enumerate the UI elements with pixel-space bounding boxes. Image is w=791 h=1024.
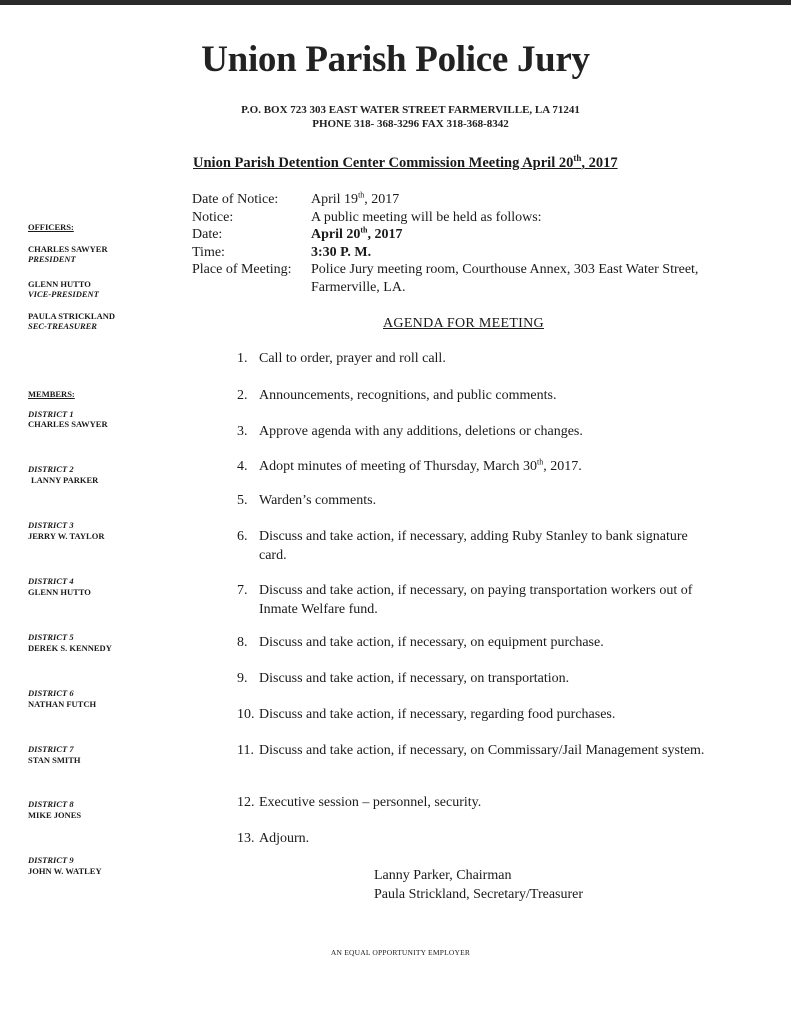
member-name: GLENN HUTTO	[28, 587, 91, 597]
agenda-item-text-tail: , 2017.	[543, 459, 582, 474]
officer-title: VICE-PRESIDENT	[28, 289, 99, 299]
agenda-item-text: Discuss and take action, if necessary, adding Ruby Stanley to bank signature card.	[259, 529, 688, 563]
place-value: Police Jury meeting room, Courthouse Annex, 303 East Water Street, Farmerville, LA.	[311, 262, 699, 295]
meeting-heading	[193, 155, 618, 172]
member-district: DISTRICT 9	[28, 855, 74, 865]
agenda-item-number: 2.	[237, 388, 248, 403]
notice-row-notice	[192, 209, 706, 227]
member-name: LANNY PARKER	[31, 475, 99, 485]
member-district: DISTRICT 6	[28, 688, 74, 698]
letterhead-phone: PHONE 318- 368-3296 FAX 318-368-8342	[312, 118, 509, 130]
member-name: NATHAN FUTCH	[28, 699, 97, 709]
officer-title: PRESIDENT	[28, 254, 76, 264]
agenda-item-number: 1.	[237, 351, 248, 366]
agenda-item	[237, 793, 717, 812]
notice-row-date-of-notice	[192, 191, 706, 209]
place-label: Place of Meeting:	[192, 262, 292, 277]
agenda-item	[237, 705, 717, 724]
member-district: DISTRICT 5	[28, 632, 74, 642]
agenda-item	[237, 829, 717, 848]
member-name: JERRY W. TAYLOR	[28, 531, 105, 541]
officer-name: PAULA STRICKLAND	[28, 311, 115, 321]
agenda-item-text-sup: th	[537, 457, 544, 467]
agenda-item-text: Adjourn.	[259, 831, 310, 846]
agenda-item-text: Approve agenda with any additions, deletions or changes.	[259, 424, 583, 439]
notice-row-time	[192, 244, 706, 262]
letterhead-title: Union Parish Police Jury	[201, 39, 590, 80]
notice-row-date	[192, 226, 706, 244]
date-of-notice-sup: th	[358, 190, 365, 200]
member-name: MIKE JONES	[28, 810, 82, 820]
member-district: DISTRICT 3	[28, 520, 74, 530]
letterhead-address: P.O. BOX 723 303 EAST WATER STREET FARMERVILLE, LA 71241	[241, 104, 580, 116]
agenda-item	[237, 741, 717, 760]
agenda-item-number: 9.	[237, 671, 248, 686]
member-district: DISTRICT 4	[28, 576, 74, 586]
agenda-item-text: Call to order, prayer and roll call.	[259, 351, 446, 366]
agenda-item-number: 11.	[237, 743, 254, 758]
date-of-notice-label: Date of Notice:	[192, 192, 279, 207]
agenda-item-number: 4.	[237, 459, 248, 474]
member-district: DISTRICT 1	[28, 409, 74, 419]
agenda-item	[237, 386, 717, 405]
agenda-item-text: Discuss and take action, if necessary, on transportation.	[259, 671, 570, 686]
time-value: 3:30 P. M.	[311, 244, 372, 260]
date-label: Date:	[192, 227, 223, 242]
meeting-heading-year: , 2017	[581, 155, 618, 171]
date-day: April 20	[311, 227, 361, 242]
member-name: DEREK S. KENNEDY	[28, 643, 112, 653]
date-value	[311, 226, 706, 244]
agenda-item	[237, 633, 717, 652]
notice-label: Notice:	[192, 209, 234, 225]
footer-eoe: AN EQUAL OPPORTUNITY EMPLOYER	[330, 948, 471, 957]
signature-block	[374, 866, 583, 904]
date-of-notice-year: , 2017	[364, 192, 400, 207]
meeting-heading-sup: th	[573, 153, 582, 164]
member-district: DISTRICT 7	[28, 744, 74, 754]
officer-title: SEC-TREASURER	[28, 321, 97, 331]
agenda-item-text: Executive session – personnel, security.	[259, 795, 482, 810]
time-label: Time:	[192, 244, 225, 260]
member-name: STAN SMITH	[28, 755, 81, 765]
agenda-item-text: Discuss and take action, if necessary, on Commissary/Jail Management system.	[259, 743, 705, 758]
agenda-item-text: Discuss and take action, if necessary, on paying transportation workers out of Inmate Welfare fund.	[259, 583, 693, 617]
agenda-item-text-main: Adopt minutes of meeting of Thursday, March 30	[259, 459, 538, 474]
notice-value: A public meeting will be held as follows:	[311, 209, 542, 225]
signature-secretary: Paula Strickland, Secretary/Treasurer	[374, 887, 584, 902]
agenda-item	[237, 669, 717, 688]
agenda-item	[237, 349, 717, 368]
agenda-item-number: 12.	[237, 795, 255, 810]
scan-top-edge	[0, 0, 791, 5]
agenda-item	[237, 491, 717, 510]
agenda-item-number: 10.	[237, 707, 255, 722]
date-year: , 2017	[367, 227, 403, 242]
date-of-notice-day: April 19	[311, 192, 359, 207]
agenda-item-text: Announcements, recognitions, and public comments.	[259, 388, 557, 403]
agenda-item-text: Discuss and take action, if necessary, regarding food purchases.	[259, 707, 616, 722]
agenda-item-text: Discuss and take action, if necessary, on equipment purchase.	[259, 635, 604, 650]
agenda-item	[237, 581, 717, 619]
member-name: JOHN W. WATLEY	[28, 866, 102, 876]
notice-block	[192, 191, 706, 296]
officer-name: CHARLES SAWYER	[28, 244, 108, 254]
agenda-item-number: 13.	[237, 831, 255, 846]
agenda-item-text: Warden’s comments.	[259, 493, 377, 508]
date-sup: th	[360, 225, 368, 235]
agenda-item-number: 5.	[237, 493, 248, 508]
member-name: CHARLES SAWYER	[28, 419, 108, 429]
officers-heading: OFFICERS:	[28, 222, 74, 232]
members-heading: MEMBERS:	[28, 389, 75, 399]
meeting-heading-text: Union Parish Detention Center Commission Meeting April 20	[193, 155, 574, 171]
notice-row-place	[192, 261, 706, 296]
officer-name: GLENN HUTTO	[28, 279, 91, 289]
agenda-item-number: 8.	[237, 635, 248, 650]
agenda-item	[237, 422, 717, 441]
signature-chairman: Lanny Parker, Chairman	[374, 868, 512, 883]
member-district: DISTRICT 2	[28, 464, 74, 474]
date-of-notice-value	[311, 191, 706, 209]
agenda-item	[237, 457, 717, 476]
agenda-item-text	[259, 457, 717, 476]
agenda-item-number: 7.	[237, 583, 248, 598]
agenda-item	[237, 527, 717, 565]
agenda-item-number: 6.	[237, 529, 248, 544]
member-district: DISTRICT 8	[28, 799, 74, 809]
agenda-title: AGENDA FOR MEETING	[383, 316, 544, 331]
agenda-item-number: 3.	[237, 424, 248, 439]
